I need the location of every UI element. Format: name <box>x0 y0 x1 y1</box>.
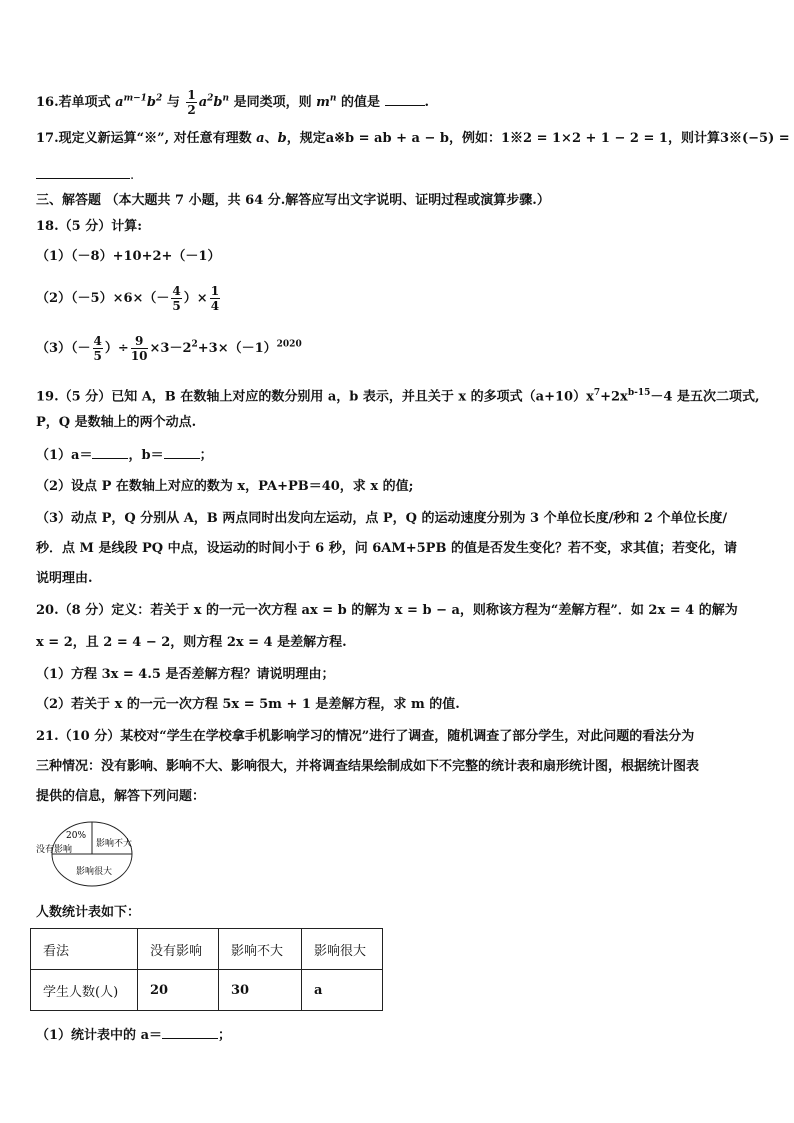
question-17: 17.现定义新运算“※”, 对任意有理数 a、b，规定a※b = ab + a − b，例如：1※2 = 1×2 + 1 − 2 = 1，则计算3※(−5) = <box>36 131 790 146</box>
q18-p2-text: （2）（－5）×6×（－ <box>36 291 170 306</box>
q18-part-3 <box>36 334 302 363</box>
q19-part-3-line-2: 秒．点 M 是线段 PQ 中点，设运动的时间小于 6 秒，问 6AM+5PB 的值是否发生变化？若不变，求其值；若变化，请 <box>36 541 737 556</box>
q21-part-1 <box>36 1026 231 1045</box>
q17-answer-blank[interactable] <box>36 166 130 179</box>
q19-text-3: －4 是五次二项式, <box>650 389 760 405</box>
table-header-cell: 没有影响 <box>138 929 219 970</box>
q18-p3-square: 2 <box>191 339 198 350</box>
q21-a-blank[interactable] <box>162 1026 218 1039</box>
pie-label-percent: 20% <box>66 831 87 841</box>
q17-definition: ，规定a※b = ab + a − b，例如：1※2 = 1×2 + 1 − 2 = 1，则计算3※(−5) = <box>286 131 790 146</box>
q20-part-2: （2）若关于 x 的一元一次方程 5x = 5m + 1 是差解方程，求 m 的值. <box>36 697 460 712</box>
q18-p2-fraction-2: $\frac{1}{4}$ <box>210 284 220 313</box>
section-3-heading: 三、解答题 （本大题共 7 小题，共 64 分.解答应写出文字说明、证明过程或演算步骤.） <box>36 193 550 208</box>
q19-exp-2: b-15 <box>627 388 651 398</box>
table-header-cell: 影响很大 <box>302 929 383 970</box>
table-cell: 20 <box>138 970 219 1011</box>
q18-p3-fraction-1: $\frac{4}{5}$ <box>93 334 102 363</box>
q18-heading: 18.（5 分）计算: <box>36 219 142 234</box>
q19-line-2: P，Q 是数轴上的两个动点. <box>36 415 197 430</box>
q19-text: 19.（5 分）已知 A，B 在数轴上对应的数分别用 a，b 表示，并且关于 x 的多项式（a+10）x <box>36 389 594 405</box>
q17-a: a <box>256 131 265 146</box>
table-cell: 学生人数(人) <box>31 970 138 1011</box>
q18-p3-power: 2020 <box>276 339 302 350</box>
q19-exp-1: 7 <box>593 388 601 398</box>
table-caption: 人数统计表如下： <box>36 905 141 920</box>
stats-table <box>30 928 383 1011</box>
q21-line-1: 21.（10 分）某校对“学生在学校拿手机影响学习的情况”进行了调查，随机调查了部分学生，对此问题的看法分为 <box>36 729 695 744</box>
table-row <box>31 970 383 1011</box>
q19-a-blank[interactable] <box>92 446 128 459</box>
q16-fraction: $\frac{1}{2}$ <box>187 88 196 117</box>
q19-part-3-line-3: 说明理由. <box>36 571 93 586</box>
q18-p3-text-4: +3×（－1） <box>197 341 277 356</box>
q19-text-2: +2x <box>600 389 628 405</box>
q21-line-3: 提供的信息，解答下列问题： <box>36 789 206 804</box>
table-cell: a <box>302 970 383 1011</box>
table-header-cell: 影响不大 <box>219 929 302 970</box>
q19-b-blank[interactable] <box>164 446 200 459</box>
q19-line-1 <box>36 384 759 406</box>
q16-answer-blank[interactable] <box>385 93 425 106</box>
q20-part-1: （1）方程 3x = 4.5 是否差解方程？请说明理由； <box>36 667 335 682</box>
q18-p3-text-2: ）÷ <box>104 341 129 356</box>
q19-p1-end: ； <box>199 448 213 463</box>
q16-monomial-2: $a^2b^n$ <box>198 93 230 110</box>
q21-p1-text: （1）统计表中的 a＝ <box>36 1028 162 1043</box>
table-header-cell: 看法 <box>31 929 138 970</box>
pie-label-big: 影响很大 <box>76 867 113 877</box>
q21-p1-end: ； <box>218 1028 232 1043</box>
q20-line-2: x = 2，且 2 = 4 − 2，则方程 2x = 4 是差解方程. <box>36 635 347 650</box>
q18-p3-text: （3）（－ <box>36 341 91 356</box>
pie-label-none: 没有影响 <box>36 845 73 855</box>
q17-end: . <box>130 168 135 183</box>
q16-text: 16.若单项式 <box>36 95 111 110</box>
q16-end: . <box>424 95 430 110</box>
q18-p3-fraction-2: $\frac{9}{10}$ <box>130 334 148 363</box>
q17-text: 17.现定义新运算“※”, 对任意有理数 <box>36 131 252 146</box>
question-16 <box>36 88 429 117</box>
q16-text-3: 是同类项，则 <box>233 95 312 110</box>
q21-line-2: 三种情况：没有影响、影响不大、影响很大，并将调查结果绘制成如下不完整的统计表和扇形统计图，根据统计图表 <box>36 759 700 774</box>
q18-part-2 <box>36 284 222 313</box>
q18-p2-fraction-1: $\frac{4}{5}$ <box>172 284 181 313</box>
q19-part-3-line-1: （3）动点 P，Q 分别从 A，B 两点同时出发向左运动，点 P，Q 的运动速度分别为 3 个单位长度/秒和 2 个单位长度/ <box>36 511 728 526</box>
q19-p1-b-label: ，b＝ <box>128 448 164 463</box>
q19-p1-a-label: （1）a＝ <box>36 448 93 463</box>
q17-b: b <box>277 131 287 146</box>
q18-p3-text-3: ×3－2 <box>149 341 192 356</box>
q16-text-2: 与 <box>166 95 180 110</box>
q16-expr: $m^n$ <box>316 93 337 110</box>
pie-label-small: 影响不大 <box>96 839 133 849</box>
q18-p2-text-2: ）× <box>183 291 208 306</box>
q18-part-1: （1）（－8）+10+2+（－1） <box>36 249 221 264</box>
q19-part-1 <box>36 446 213 465</box>
pie-chart <box>36 818 146 890</box>
q19-part-2: （2）设点 P 在数轴上对应的数为 x，PA+PB＝40，求 x 的值; <box>36 479 414 494</box>
q17-answer-line <box>36 166 134 185</box>
table-header-row <box>31 929 383 970</box>
table-cell: 30 <box>219 970 302 1011</box>
q20-line-1: 20.（8 分）定义：若关于 x 的一元一次方程 ax = b 的解为 x = b − a，则称该方程为“差解方程”．如 2x = 4 的解为 <box>36 603 738 618</box>
q16-text-4: 的值是 <box>340 95 380 110</box>
q16-monomial-1: $a^{m-1}b^2$ <box>115 93 163 110</box>
